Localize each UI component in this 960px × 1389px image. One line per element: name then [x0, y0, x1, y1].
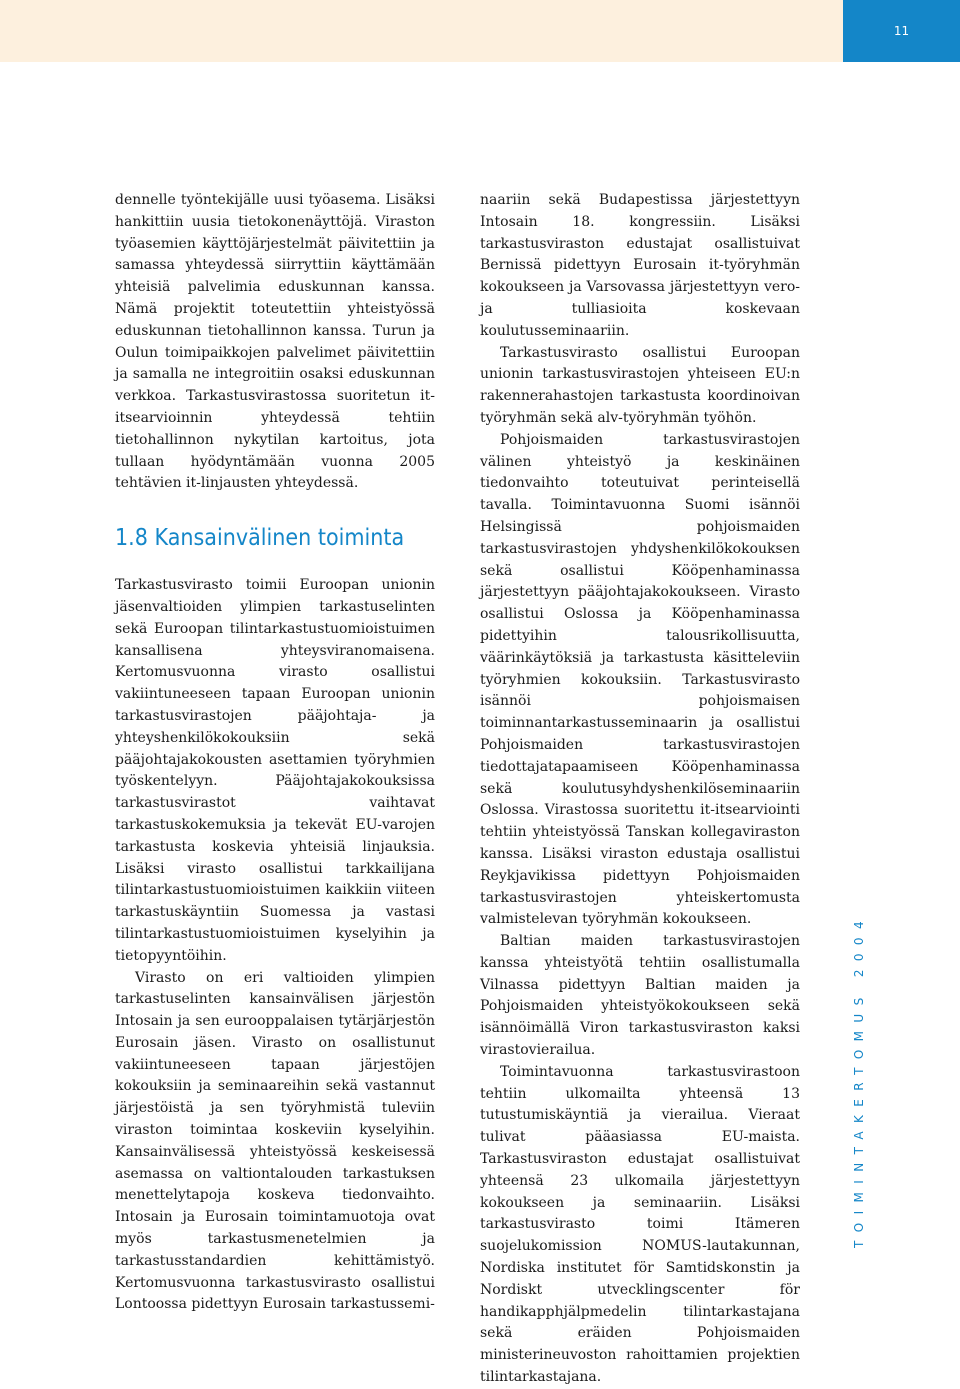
- paragraph: Pohjoismaiden tarkastusvirastojen välinen yhteistyö ja keskinäinen tiedonvaihto toteutuivat perinteisellä tavalla. Toimintavuonna Suomi isännöi Helsingissä pohjoismaiden tarkastusvirastojen yhdyshenkilökokouksen sekä osallistui Kööpenhaminassa järjestettyyn pääjohtajakokoukseen. Virasto osallistui Oslossa ja Kööpenhaminassa pidettyihin talousrikollisuutta, väärinkäytöksiä ja tarkastusta käsitteleviin työryhmien kokouksiin. Tarkastusvirasto isännöi pohjoismaisen toiminnantarkastusseminaarin ja osallistui Pohjoismaiden tarkastusvirastojen tiedottajatapaamiseen Kööpenhaminassa sekä koulutusyhdyshenkilöseminaariin Oslossa. Virastossa suoritettu it-itsearviointi tehtiin yhteistyössä Tanskan kollegaviraston kanssa. Lisäksi viraston edustaja osallistui Reykjavikissa pidettyyn Pohjoismaiden tarkastusvirastojen yhteiskertomusta valmistelevan työryhmän kokoukseen.: [480, 431, 800, 928]
- paragraph: dennelle työntekijälle uusi työasema. Lisäksi hankittiin uusia tietokonenäyttöjä. Viraston työasemien käyttöjärjestelmät päivitettiin ja samassa yhteydessä siirryttiin käyttämään yhteisiä palvelimia eduskunnan kanssa. Nämä projektit toteutettiin yhteistyössä eduskunnan tietohallinnon kanssa. Turun ja Oulun toimipaikkojen palvelimet päivitettiin ja samalla ne integroitiin osaksi eduskunnan verkkoa. Tarkastusvirastossa suoritetun it-itsearvioinnin yhteydessä tehtiin tietohallinnon nykytilan kartoitus, jota tullaan hyödyntämään vuonna 2005 tehtävien it-linjausten yhteydessä.: [115, 192, 435, 492]
- paragraph: Baltian maiden tarkastusvirastojen kanssa yhteistyötä tehtiin osallistumalla Vilnassa pidettyyn Baltian maiden ja Pohjoismaiden yhteistyökokoukseen sekä isännöimällä Viron tarkastusviraston kaksi virastovierailua.: [480, 933, 800, 1059]
- report-title-vertical: TOIMINTAKERTOMUS 2004: [852, 913, 866, 1248]
- left-column: [115, 190, 435, 1316]
- header-band: [0, 0, 843, 62]
- paragraph: naariin sekä Budapestissa järjestettyyn Intosain 18. kongressiin. Lisäksi tarkastusviraston edustajat osallistuivat Bernissä pidettyyn Eurosain it-työryhmän kokoukseen ja Varsovassa järjestettyyn vero- ja tulliasioita koskevaan koulutusseminaariin.: [480, 192, 800, 339]
- paragraph: Virasto on eri valtioiden ylimpien tarkastuselinten kansainvälisen järjestön Intosain ja sen eurooppalaisen tytärjärjestön Eurosain jäsen. Virasto on osallistunut vakiintuneeseen tapaan järjestöjen kokouksiin ja seminaareihin sekä vastannut järjestöistä ja sen työryhmistä tuleviin viraston toimintaa koskeviin kyselyihin. Kansainvälisessä yhteistyössä keskeisessä asemassa on valtiontalouden tarkastuksen menettelytapoja koskeva tiedonvaihto. Intosain ja Eurosain toimintamuotoja ovat myös tarkastusmenetelmien ja tarkastusstandardien kehittämistyö. Kertomusvuonna tarkastusvirasto osallistui Lontoossa pidettyyn Eurosain tarkastussemi-: [115, 969, 435, 1313]
- paragraph: Toimintavuonna tarkastusvirastoon tehtiin ulkomailta yhteensä 13 tutustumiskäyntiä ja vierailua. Vieraat tulivat pääasiassa EU-maista. Tarkastusviraston edustajat osallistuivat yhteensä 23 ulkomaila järjestettyyn kokoukseen ja seminaariin. Lisäksi tarkastusvirasto toimi Itämeren suojelukomission NOMUS-lautakunnan, Nordiska institutet för Samtidskonstin ja Nordiskt utvecklingscenter för handikapphjälpmedelin tilintarkastajana sekä eräiden Pohjoismaiden ministerineuvoston rahoittamien projektien tilintarkastajana.: [480, 1063, 800, 1386]
- section-heading: 1.8 Kansainvälinen toiminta: [115, 525, 405, 552]
- page-number-tab: [843, 0, 960, 62]
- paragraph: Tarkastusvirasto toimii Euroopan unionin jäsenvaltioiden ylimpien tarkastuselinten sekä Euroopan tilintarkastustuomioistuimen kansallisena yhteysviranomaisena. Kertomusvuonna virasto osallistui vakiintuneeseen tapaan Euroopan unionin tarkastusvirastojen pääjohtaja- ja yhteyshenkilökokouksiin sekä pääjohtajakokousten asettamien työryhmien työskentelyyn. Pääjohtajakokouksissa tarkastusvirastot vaihtavat tarkastuskokemuksia ja tekevät EU-varojen tarkastusta koskevia yhteisiä linjauksia. Lisäksi virasto osallistui tarkkailijana tilintarkastustuomioistuimen kaikkiin viiteen tarkastuskäyntiin Suomessa ja vastasi tilintarkastustuomioistuimen kyselyihin ja tietopyyntöihin.: [115, 577, 435, 964]
- right-column: [480, 190, 800, 1389]
- paragraph: Tarkastusvirasto osallistui Euroopan unionin tarkastusvirastojen yhteiseen EU:n rakennerahastojen tarkastusta koordinoivan työryhmän sekä alv-työryhmän työhön.: [480, 344, 800, 426]
- page-number: 11: [893, 24, 910, 38]
